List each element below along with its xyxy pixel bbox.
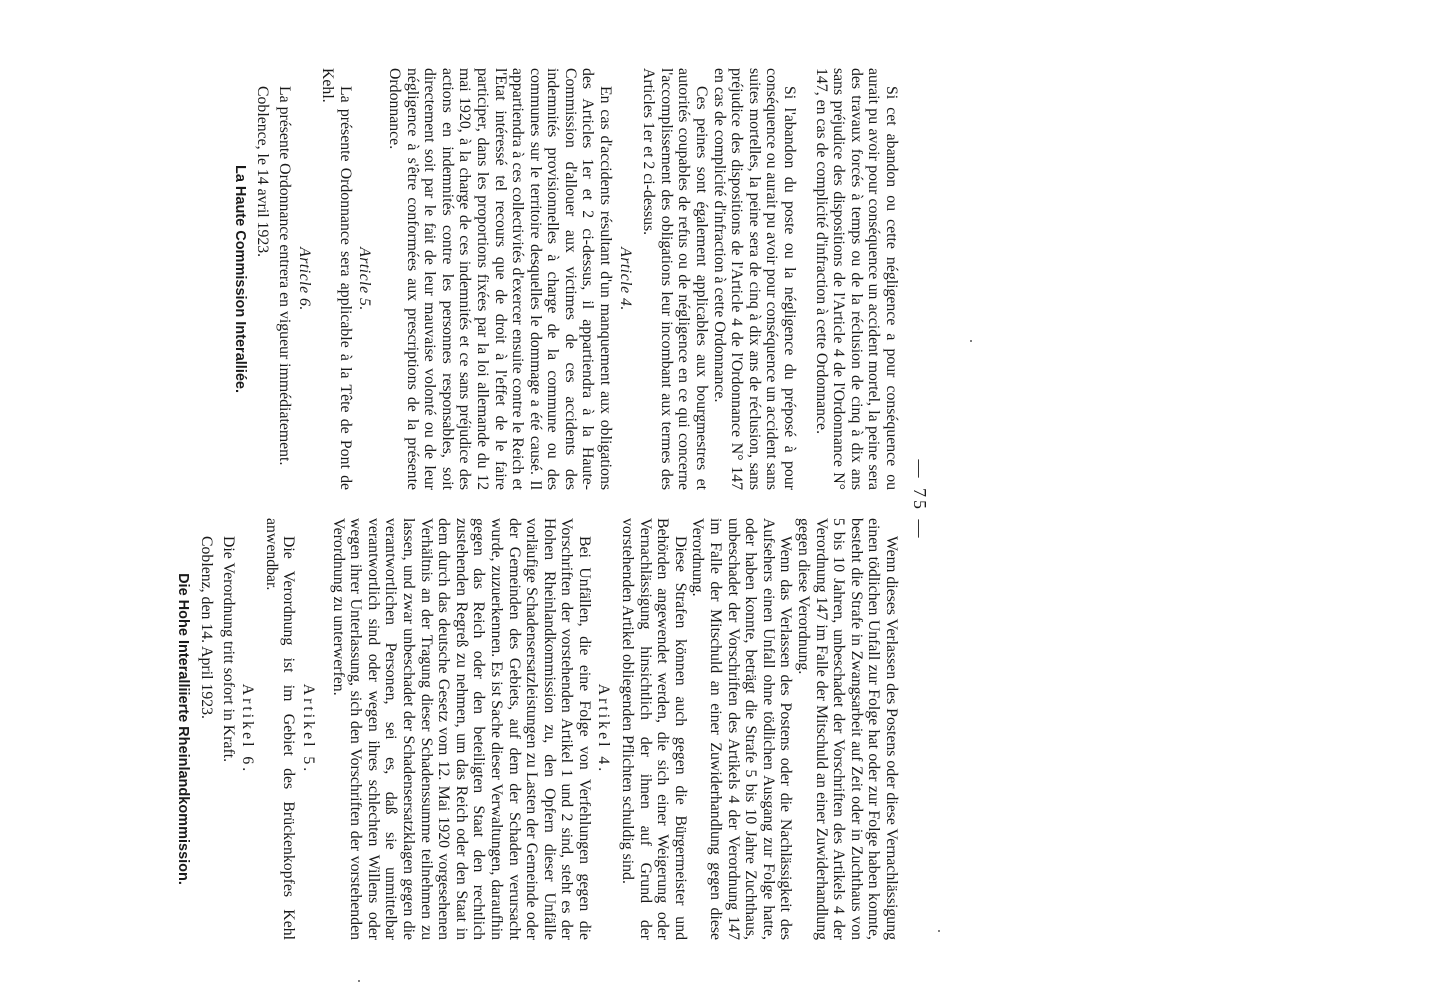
page-number: — 75 — — [910, 459, 930, 541]
de-article-5-heading: Artikel 5. — [300, 683, 317, 775]
fr-article-6-text: La présente Ordonnance entrera en vigueur immédiatement. — [276, 86, 293, 466]
fr-article-6-heading: Article 6. — [295, 247, 313, 311]
fr-paragraph-3: Ces peines sont également applicables aux bourgmestres et autorités coupables de refus ou de négligence en ce qui concerne l'accomplissement des obligations leur incombant aux termes des Articles 1er et 2 ci-dessus. — [640, 68, 711, 490]
de-article-5-text: Die Verordnung ist im Gebiet des Brückenkopfes Kehl anwendbar. — [262, 518, 298, 940]
de-paragraph-1: Wenn dieses Verlassen des Postens oder diese Vernachlässigung einen tödlichen Unfall zur Folge hat oder zur Folge haben konnte, besteht die Strafe in Zwangsarbeit auf Zeit oder in Zuchthaus von 5 bis 10 Jahren, unbeschadet der Vorschriften des Artikels 4 der Verordnung 147 im Falle der Mitschuld an einer Zuwiderhandlung gegen diese Verordnung. — [795, 518, 900, 940]
de-paragraph-3: Diese Strafen können auch gegen die Bürgermeister und Behörden angewendet werden, die sich einer Weigerung oder Vernachlässigung hinsichtlich der ihnen auf Grund der vorstehenden Artikel obliegenden Pflichten schuldig sind. — [619, 518, 689, 940]
fr-article-4-text: En cas d'accidents résultant d'un manquement aux obligations des Articles 1er et 2 ci-dessus, il appartiendra à la Haute-Commission d'allouer aux victimes de ces accidents des indemnités provisionnelles à charge de la commune ou des communes sur le territoire desquelles le dommage a été causé. Il appartiendra à ces collectivités d'exercer ensuite contre le Reich et l'Etat intéressé tel recours que de droit à l'effet de le faire participer, dans les proportions fixées par la loi allemande du 12 mai 1920, à la charge de ces indemnités et ce sans préjudice des actions en indemnités contre les personnes responsables, soit directement soit par le fait de leur mauvaise volonté ou de leur négligence à s'être conformées aux prescriptions de la présente Ordonnance. — [385, 68, 615, 490]
fr-article-4-heading: Article 4. — [616, 247, 634, 311]
fr-article-5-text: La présente Ordonnance sera applicable à la Tête de Pont de Kehl. — [319, 68, 354, 490]
de-signature: Die Hohe Interalliierte Rheinlandkommission. — [175, 573, 192, 885]
fr-date: Coblence, le 14 avril 1923. — [254, 86, 272, 258]
scan-speck — [970, 340, 972, 342]
german-column — [174, 518, 900, 940]
fr-article-5-heading: Article 5. — [356, 247, 374, 311]
de-date: Coblenz, den 14. April 1923. — [198, 536, 216, 719]
de-article-6-heading: Artikel 6. — [239, 683, 257, 775]
french-column — [230, 68, 900, 490]
scan-speck — [358, 980, 360, 982]
fr-paragraph-1: Si cet abandon ou cette négligence a pour conséquence ou aurait pu avoir pour conséquence un accident mortel, la peine sera des travaux forcés à temps ou de la réclusion de cinq à dix ans sans préjudice des dispositions de l'Article 4 de l'Ordonnance N° 147, en cas de complicité d'infraction à cette Ordonnance. — [812, 68, 900, 490]
de-article-4-heading: Artikel 4. — [595, 683, 613, 775]
scan-speck — [938, 930, 940, 932]
de-article-6-text: Die Verordnung tritt sofort in Kraft. — [219, 536, 237, 763]
de-article-4-text: Bei Unfällen, die eine Folge von Verfehlungen gegen die Vorschriften der vorstehenden Artikel 1 und 2 sind, steht es der Hohen Rheinlandkommission zu, den Opfern dieser Unfälle vorläufige Schadensersatzleistungen zu Lasten der Gemeinde oder der Gemeinden des Gebiets, auf dem der Schaden verursacht wurde, zuzuerkennen. Es ist Sache dieser Verwaltungen, daraufhin gegen das Reich oder den beteiligten Staat den rechtlich zustehenden Regreß zu nehmen, um das Reich oder den Staat in dem durch das deutsche Gesetz vom 12. Mai 1920 vorgesehenen Verhältnis an der Tragung dieser Schadenssumme teilnehmen zu lassen, und zwar unbeschadet der Schadensersatzklagen gegen die verantwortlichen Personen, sei es, daß sie unmittelbar verantwortlich sind oder wegen ihres schlechten Willens oder wegen ihrer Unterlassung, sich den Vorschriften der vorstehenden Verordnung zu unterwerfen. — [329, 518, 593, 940]
fr-signature: La Haute Commission Interalliée. — [231, 164, 248, 394]
fr-paragraph-2: Si l'abandon du poste ou la négligence du préposé à pour conséquence ou aurait pu avoir pour conséquence un accident sans suites mortelles, la peine sera de cinq à dix ans de réclusion, sans préjudice des dispositions de l'Article 4 de l'Ordonnance N° 147 en cas de complicité d'infraction à cette Ordonnance. — [710, 68, 799, 490]
de-paragraph-2: Wenn das Verlassen des Postens oder die Nachlässigkeit des Aufsehers einen Unfall ohne tödlichen Ausgang zur Folge hatte, oder haben konnte, beträgt die Strafe 5 bis 10 Jahre Zuchthaus, unbeschadet der Vorschriften des Artikels 4 der Verordnung 147 im Falle der Mitschuld an einer Zuwiderhandlung gegen diese Verordnung. — [689, 518, 795, 940]
